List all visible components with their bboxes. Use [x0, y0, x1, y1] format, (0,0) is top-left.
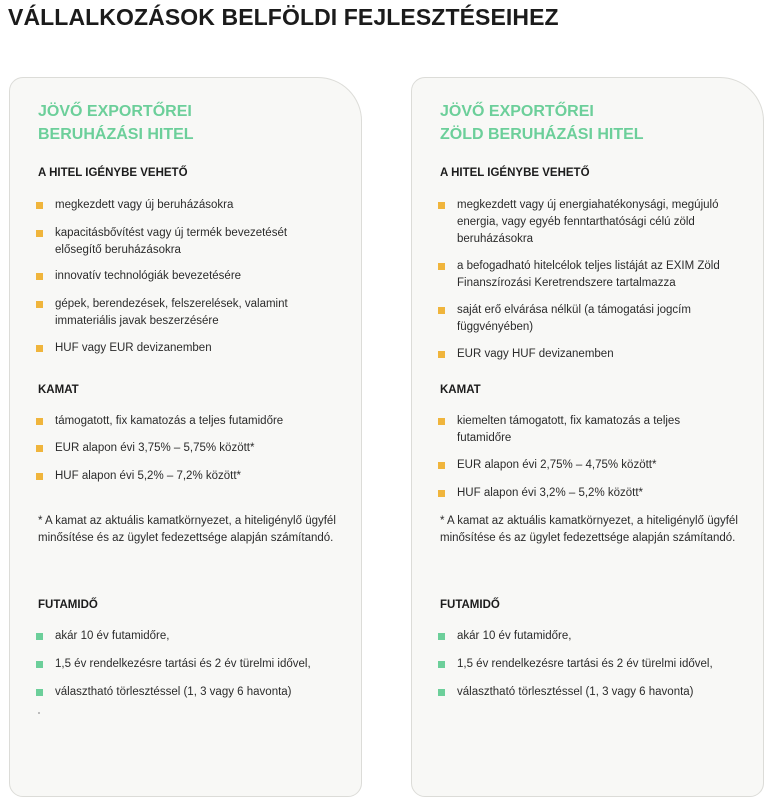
usage-item-text: gépek, berendezések, felszerelések, valamint immateriális javak beszerzésére	[55, 298, 288, 327]
bullet-marker	[36, 345, 43, 352]
usage-item	[438, 346, 727, 363]
bullet-marker	[36, 445, 43, 452]
term-item-text: választható törlesztéssel (1, 3 vagy 6 havonta)	[457, 686, 694, 698]
bullet-marker	[438, 307, 445, 314]
interest-item-text: HUF alapon évi 5,2% – 7,2% között*	[55, 470, 242, 482]
term-item	[36, 684, 325, 701]
bullet-marker	[438, 202, 445, 209]
bullet-marker	[438, 633, 445, 640]
usage-item-text: saját erő elvárása nélkül (a támogatási jogcím függvényében)	[457, 304, 691, 333]
bullet-marker	[36, 230, 43, 237]
decorative-dot	[38, 712, 40, 714]
usage-item	[36, 268, 325, 285]
bullet-marker	[36, 301, 43, 308]
usage-item-text: megkezdett vagy új energiahatékonysági, megújuló energia, vagy egyéb fenntarthatósági célú zöld beruházásokra	[457, 199, 719, 245]
term-heading: FUTAMIDŐ	[440, 599, 500, 611]
usage-item	[36, 296, 325, 330]
interest-heading: KAMAT	[38, 384, 79, 396]
term-item-text: 1,5 év rendelkezésre tartási és 2 év türelmi idővel,	[55, 658, 311, 670]
term-item-text: 1,5 év rendelkezésre tartási és 2 év türelmi idővel,	[457, 658, 713, 670]
bullet-marker	[36, 633, 43, 640]
bullet-marker	[36, 418, 43, 425]
usage-item-text: megkezdett vagy új beruházásokra	[55, 199, 234, 211]
term-item	[36, 628, 325, 645]
term-item	[438, 628, 727, 645]
interest-footnote: * A kamat az aktuális kamatkörnyezet, a hiteligénylő ügyfél minősítése és az ügylet fedezettsége alapján számítandó.	[440, 515, 738, 544]
card-title	[440, 100, 644, 146]
bullet-marker	[36, 473, 43, 480]
usage-heading: A HITEL IGÉNYBE VEHETŐ	[440, 167, 590, 179]
interest-item-text: EUR alapon évi 2,75% – 4,75% között*	[457, 459, 657, 471]
interest-item	[36, 468, 325, 485]
usage-item	[438, 258, 727, 292]
usage-item-text: a befogadható hitelcélok teljes listáját az EXIM Zöld Finanszírozási Keretrendszere tartalmazza	[457, 260, 720, 289]
interest-item	[438, 457, 727, 474]
interest-footnote: * A kamat az aktuális kamatkörnyezet, a hiteligénylő ügyfél minősítése és az ügylet fedezettsége alapján számítandó.	[38, 515, 336, 544]
term-item-text: akár 10 év futamidőre,	[457, 630, 572, 642]
usage-item	[36, 225, 325, 259]
bullet-marker	[36, 689, 43, 696]
term-item-text: akár 10 év futamidőre,	[55, 630, 170, 642]
interest-item	[36, 413, 325, 430]
interest-item-text: támogatott, fix kamatozás a teljes futamidőre	[55, 415, 284, 427]
term-item-text: választható törlesztéssel (1, 3 vagy 6 havonta)	[55, 686, 292, 698]
usage-item	[36, 197, 325, 214]
card-title	[38, 100, 194, 146]
interest-item-text: EUR alapon évi 3,75% – 5,75% között*	[55, 442, 255, 454]
interest-item-text: kiemelten támogatott, fix kamatozás a teljes futamidőre	[457, 415, 681, 444]
term-heading: FUTAMIDŐ	[38, 599, 98, 611]
term-item	[36, 656, 325, 673]
bullet-marker	[438, 661, 445, 668]
usage-item	[438, 197, 727, 248]
interest-item	[36, 440, 325, 457]
term-item	[438, 656, 727, 673]
bullet-marker	[438, 462, 445, 469]
card-title-line-2: BERUHÁZÁSI HITEL	[38, 126, 194, 143]
card-title-line-1: JÖVŐ EXPORTŐREI	[440, 103, 594, 120]
loan-card-green-investment	[411, 77, 764, 797]
bullet-marker	[36, 661, 43, 668]
loan-card-investment	[9, 77, 362, 797]
usage-item	[36, 340, 325, 357]
bullet-marker	[438, 263, 445, 270]
usage-item-text: EUR vagy HUF devizanemben	[457, 348, 614, 360]
card-title-line-2: ZÖLD BERUHÁZÁSI HITEL	[440, 126, 644, 143]
bullet-marker	[438, 689, 445, 696]
usage-item-text: kapacitásbővítést vagy új termék bevezetését elősegítő beruházásokra	[55, 227, 288, 256]
bullet-marker	[36, 202, 43, 209]
usage-item	[438, 302, 727, 336]
usage-heading: A HITEL IGÉNYBE VEHETŐ	[38, 167, 188, 179]
page-heading: VÁLLALKOZÁSOK BELFÖLDI FEJLESZTÉSEIHEZ	[8, 4, 559, 30]
card-title-line-1: JÖVŐ EXPORTŐREI	[38, 103, 192, 120]
usage-item-text: innovatív technológiák bevezetésére	[55, 270, 242, 282]
usage-item-text: HUF vagy EUR devizanemben	[55, 342, 212, 354]
interest-item-text: HUF alapon évi 3,2% – 5,2% között*	[457, 487, 644, 499]
bullet-marker	[438, 418, 445, 425]
bullet-marker	[36, 273, 43, 280]
bullet-marker	[438, 490, 445, 497]
interest-item	[438, 485, 727, 502]
term-item	[438, 684, 727, 701]
interest-heading: KAMAT	[440, 384, 481, 396]
bullet-marker	[438, 351, 445, 358]
interest-item	[438, 413, 727, 447]
